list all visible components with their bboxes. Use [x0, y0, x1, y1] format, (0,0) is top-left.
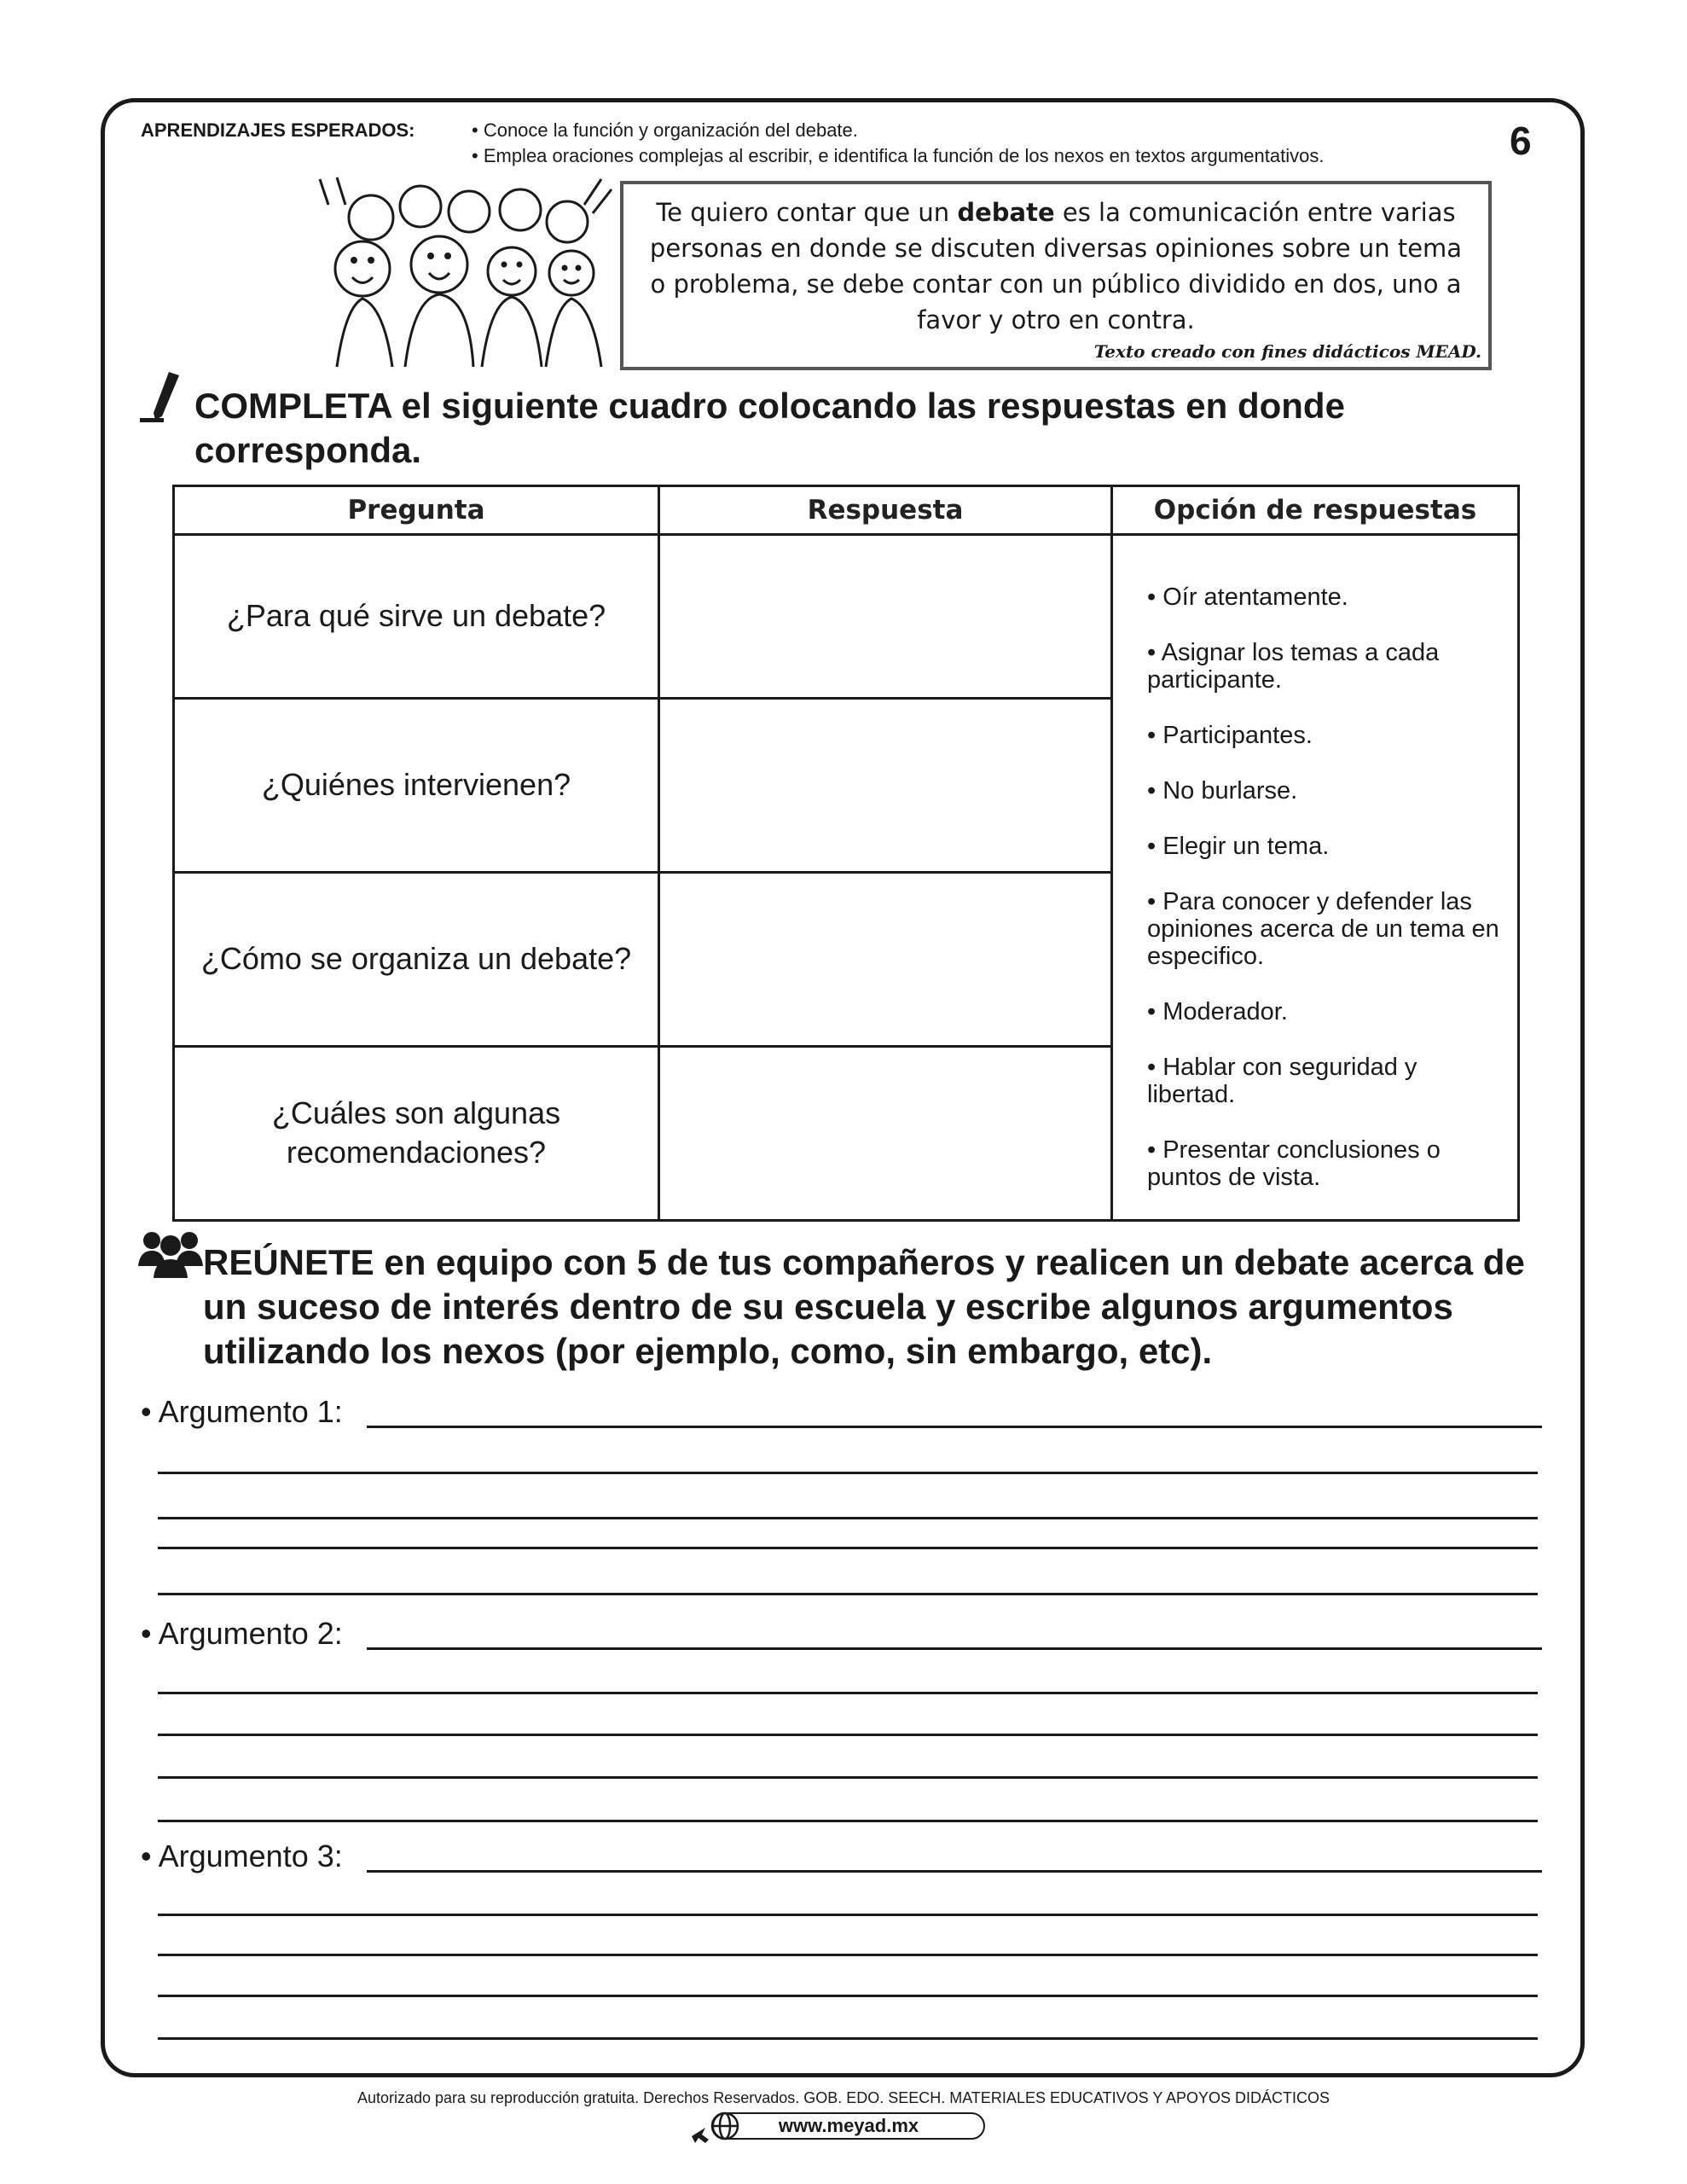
writing-line[interactable]: [158, 1593, 1538, 1595]
options-cell: [1112, 535, 1519, 1221]
section-title-completa: COMPLETA el siguiente cuadro colocando las respuestas en donde corresponda.: [194, 386, 1345, 470]
column-header: Opción de respuestas: [1112, 486, 1519, 535]
writing-line[interactable]: [158, 1472, 1538, 1474]
option-item: • Presentar conclusiones o puntos de vista.: [1147, 1136, 1441, 1191]
question-cell: ¿Para qué sirve un debate?: [174, 535, 659, 699]
question-cell: ¿Cuáles son algunas recomendaciones?: [174, 1046, 659, 1220]
writing-line[interactable]: [158, 2037, 1538, 2040]
writing-line[interactable]: [158, 1914, 1538, 1916]
learning-item: • Conoce la función y organización del debate.: [472, 119, 858, 141]
writing-line[interactable]: [158, 1734, 1538, 1736]
pencil-icon: [136, 367, 196, 427]
page-number: 6: [1510, 119, 1532, 163]
column-header: Respuesta: [659, 486, 1112, 535]
option-item: • Hablar con seguridad y libertad.: [1147, 1054, 1417, 1108]
question-cell: ¿Quiénes intervienen?: [174, 698, 659, 872]
writing-line[interactable]: [158, 1547, 1538, 1549]
option-item: • Oír atentamente.: [1147, 584, 1348, 611]
argument-label: • Argumento 3:: [141, 1838, 343, 1873]
option-item: • Para conocer y defender las opiniones acerca de un tema en especifico.: [1147, 888, 1499, 970]
writing-line[interactable]: [367, 1870, 1542, 1873]
writing-line[interactable]: [367, 1426, 1542, 1428]
children-illustration: [311, 171, 618, 371]
question-cell: ¿Cómo se organiza un debate?: [174, 872, 659, 1046]
answer-cell[interactable]: [659, 698, 1112, 872]
option-item: • Moderador.: [1147, 998, 1288, 1025]
option-item: • Participantes.: [1147, 722, 1313, 749]
intro-bold-word: debate: [957, 198, 1055, 227]
intro-source: Texto creado con fines didácticos MEAD.: [1093, 341, 1481, 362]
argument-label: • Argumento 1:: [141, 1394, 343, 1429]
section-title-reunete: REÚNETE en equipo con 5 de tus compañeros y realicen un debate acerca de un suceso de interés dentro de su escuela y escribe algunos argumentos utilizando los nexos (por ejemplo, como, sin embargo, etc).: [203, 1242, 1525, 1371]
answer-cell[interactable]: [659, 1046, 1112, 1220]
intro-box: [620, 181, 1492, 370]
answer-cell[interactable]: [659, 872, 1112, 1046]
argument-label: • Argumento 2:: [141, 1616, 343, 1651]
option-item: • Asignar los temas a cada participante.: [1147, 639, 1440, 694]
writing-line[interactable]: [158, 1517, 1538, 1519]
footer-notice: Autorizado para su reproducción gratuita. Derechos Reservados. GOB. EDO. SEECH. MATERIALES EDUCATIVOS Y APOYOS DIDÁCTICOS: [357, 2089, 1330, 2106]
answer-cell[interactable]: [659, 535, 1112, 699]
writing-line[interactable]: [158, 1776, 1538, 1779]
writing-line[interactable]: [158, 1954, 1538, 1956]
option-item: • No burlarse.: [1147, 777, 1298, 804]
learning-item: • Emplea oraciones complejas al escribir, e identifica la función de los nexos en textos argumentativos.: [472, 145, 1325, 166]
writing-line[interactable]: [158, 1820, 1538, 1822]
option-item: • Elegir un tema.: [1147, 833, 1330, 860]
group-icon: [136, 1227, 205, 1280]
learning-label: APRENDIZAJES ESPERADOS:: [141, 119, 415, 141]
column-header: Pregunta: [174, 486, 659, 535]
table-row: [174, 535, 1519, 699]
footer-url[interactable]: www.meyad.mx: [712, 2112, 985, 2140]
writing-line[interactable]: [158, 1692, 1538, 1694]
writing-line[interactable]: [367, 1647, 1542, 1650]
table-header-row: [174, 486, 1519, 535]
writing-line[interactable]: [158, 1995, 1538, 1997]
intro-text: Te quiero contar que un debate es la comunicación entre varias personas en donde se discuten diversas opiniones sobre un tema o problema, se debe contar con un público dividido en dos, uno a favor y otro en contra.: [649, 198, 1463, 334]
answer-table: [172, 485, 1520, 1222]
